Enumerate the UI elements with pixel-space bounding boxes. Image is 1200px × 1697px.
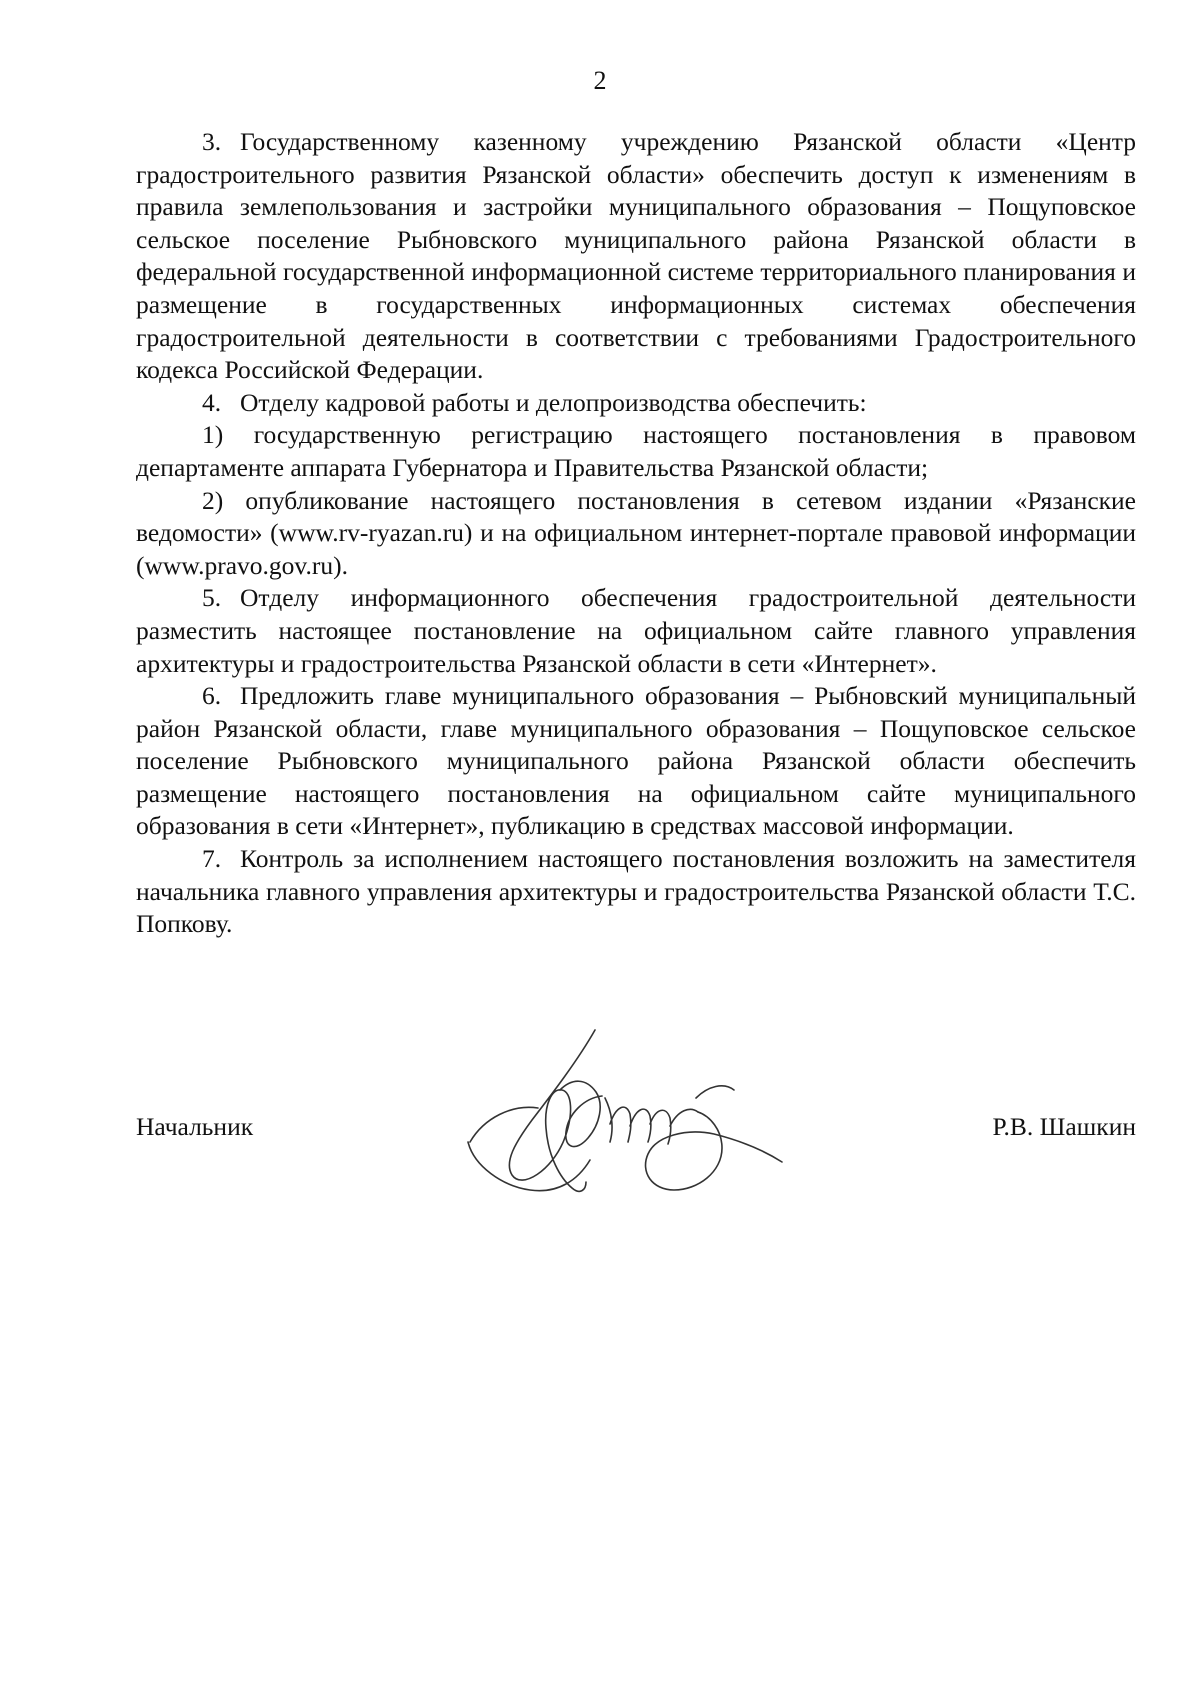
paragraph-3 (136, 126, 1136, 387)
document-body (136, 126, 1136, 941)
paragraph-5 (136, 582, 1136, 680)
paragraph-text: Отделу информационного обеспечения градостроительной деятельности разместить настоящее постановление на официальном сайте главного управления архитектуры и градостроительства Рязанской области в сети «Интернет». (136, 583, 1136, 678)
paragraph-text: Государственному казенному учреждению Рязанской области «Центр градостроительного развития Рязанской области» обеспечить доступ к изменениям в правила землепользования и застройки муниципального образования – Пощуповское сельское поселение Рыбновского муниципального района Рязанской области в федеральной государственной информационной системе территориального планирования и размещение в государственных информационных системах обеспечения градостроительной деятельности в соответствии с требованиями Градостроительного кодекса Российской Федерации. (136, 127, 1136, 385)
paragraph-4-1 (136, 419, 1136, 484)
paragraph-text: 2) опубликование настоящего постановления в сетевом издании «Рязанские ведомости» (www.rv-ryazan.ru) и на официальном интернет-портале правовой информации (www.pravo.gov.ru). (136, 485, 1136, 580)
paragraph-4 (136, 387, 1136, 420)
paragraph-number: 3. (202, 127, 222, 156)
signature-block (136, 1112, 1136, 1152)
paragraph-text: Предложить главе муниципального образования – Рыбновский муниципальный район Рязанской области, главе муниципального образования – Пощуповское сельское поселение Рыбновского муниципального района Рязанской области обеспечить размещение настоящего постановления на официальном сайте муниципального образования в сети «Интернет», публикацию в средствах массовой информации. (136, 681, 1136, 841)
paragraph-number: 6. (202, 681, 222, 711)
signatory-name: Р.В. Шашкин (992, 1112, 1136, 1141)
page-number: 2 (593, 66, 607, 95)
paragraph-6 (136, 680, 1136, 843)
paragraph-number: 7. (202, 844, 222, 874)
paragraph-7 (136, 843, 1136, 941)
paragraph-text: 1) государственную регистрацию настоящего постановления в правовом департаменте аппарата Губернатора и Правительства Рязанской области; (136, 420, 1136, 482)
paragraph-number: 4. (202, 387, 222, 417)
paragraph-number: 5. (202, 583, 222, 613)
paragraph-text: Контроль за исполнением настоящего постановления возложить на заместителя начальника главного управления архитектуры и градостроительства Рязанской области Т.С. Попкову. (136, 844, 1136, 939)
paragraph-4-2 (136, 485, 1136, 583)
signatory-title: Начальник (136, 1112, 254, 1141)
paragraph-text: Отделу кадровой работы и делопроизводства обеспечить: (240, 387, 867, 417)
